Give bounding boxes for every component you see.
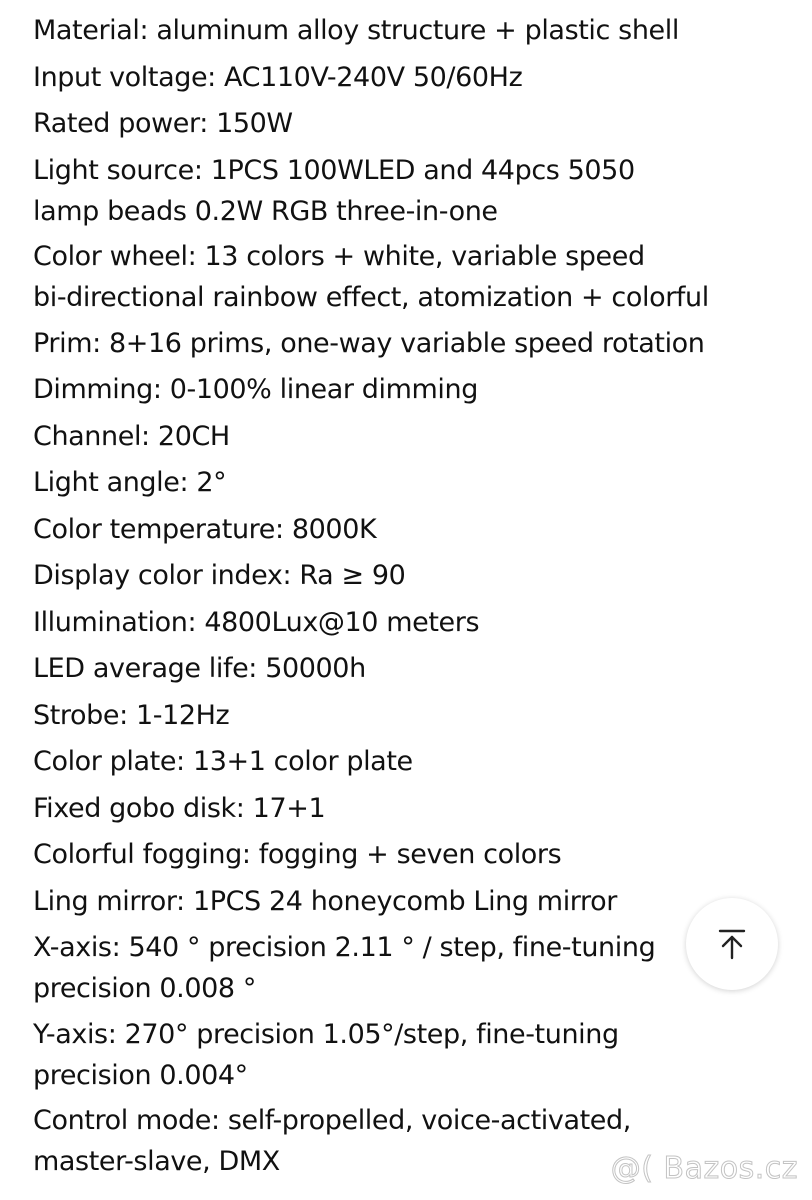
spec-item xyxy=(33,1014,793,1096)
spec-line: Input voltage: AC110V-240V 50/60Hz xyxy=(33,61,523,93)
spec-item xyxy=(33,648,793,690)
watermark: @( Bazos.cz xyxy=(610,1151,798,1186)
spec-line: Ling mirror: 1PCS 24 honeycomb Ling mirror xyxy=(33,885,617,917)
spec-line: Illumination: 4800Lux@10 meters xyxy=(33,606,480,638)
spec-line: precision 0.004° xyxy=(33,1059,248,1091)
spec-line: Color temperature: 8000K xyxy=(33,513,377,545)
spec-item xyxy=(33,927,793,1009)
spec-list xyxy=(33,10,793,1187)
spec-line: Light angle: 2° xyxy=(33,467,227,498)
arrow-up-to-top-icon xyxy=(715,927,749,961)
spec-line: precision 0.008 ° xyxy=(33,973,256,1004)
spec-line: Dimming: 0-100% linear dimming xyxy=(33,374,478,405)
spec-line: Rated power: 150W xyxy=(33,108,293,139)
spec-item xyxy=(33,103,793,145)
spec-item xyxy=(33,741,793,783)
spec-item xyxy=(33,150,793,232)
spec-item xyxy=(33,10,793,52)
spec-line: Channel: 20CH xyxy=(33,420,230,452)
spec-item xyxy=(33,462,793,504)
spec-line: Colorful fogging: fogging + seven colors xyxy=(33,839,562,870)
spec-item xyxy=(33,323,793,365)
spec-item xyxy=(33,369,793,411)
spec-line: Color plate: 13+1 color plate xyxy=(33,746,413,777)
spec-item xyxy=(33,788,793,830)
spec-line: Strobe: 1-12Hz xyxy=(33,699,230,731)
spec-item xyxy=(33,509,793,551)
spec-line: X-axis: 540 ° precision 2.11 ° / step, fine-tuning xyxy=(33,932,656,963)
spec-line: Prim: 8+16 prims, one-way variable speed rotation xyxy=(33,327,705,359)
spec-item xyxy=(33,57,793,99)
spec-line: Color wheel: 13 colors + white, variable speed xyxy=(33,241,645,272)
spec-item xyxy=(33,695,793,737)
spec-item xyxy=(33,236,793,318)
spec-line: Y-axis: 270° precision 1.05°/step, fine-tuning xyxy=(33,1018,619,1050)
spec-line: master-slave, DMX xyxy=(33,1146,280,1177)
spec-item xyxy=(33,555,793,597)
spec-item xyxy=(33,416,793,458)
spec-line: Control mode: self-propelled, voice-activated, xyxy=(33,1105,631,1136)
spec-line: Display color index: Ra ≥ 90 xyxy=(33,560,406,591)
spec-line: Light source: 1PCS 100WLED and 44pcs 5050 xyxy=(33,154,635,186)
spec-item xyxy=(33,834,793,876)
spec-item xyxy=(33,881,793,923)
scroll-to-top-button[interactable] xyxy=(686,898,778,990)
spec-item xyxy=(33,602,793,644)
spec-line: Fixed gobo disk: 17+1 xyxy=(33,792,326,824)
spec-line: bi-directional rainbow effect, atomization + colorful xyxy=(33,282,709,313)
spec-line: LED average life: 50000h xyxy=(33,653,366,684)
spec-line: Material: aluminum alloy structure + plastic shell xyxy=(33,15,679,46)
spec-line: lamp beads 0.2W RGB three-in-one xyxy=(33,195,498,227)
